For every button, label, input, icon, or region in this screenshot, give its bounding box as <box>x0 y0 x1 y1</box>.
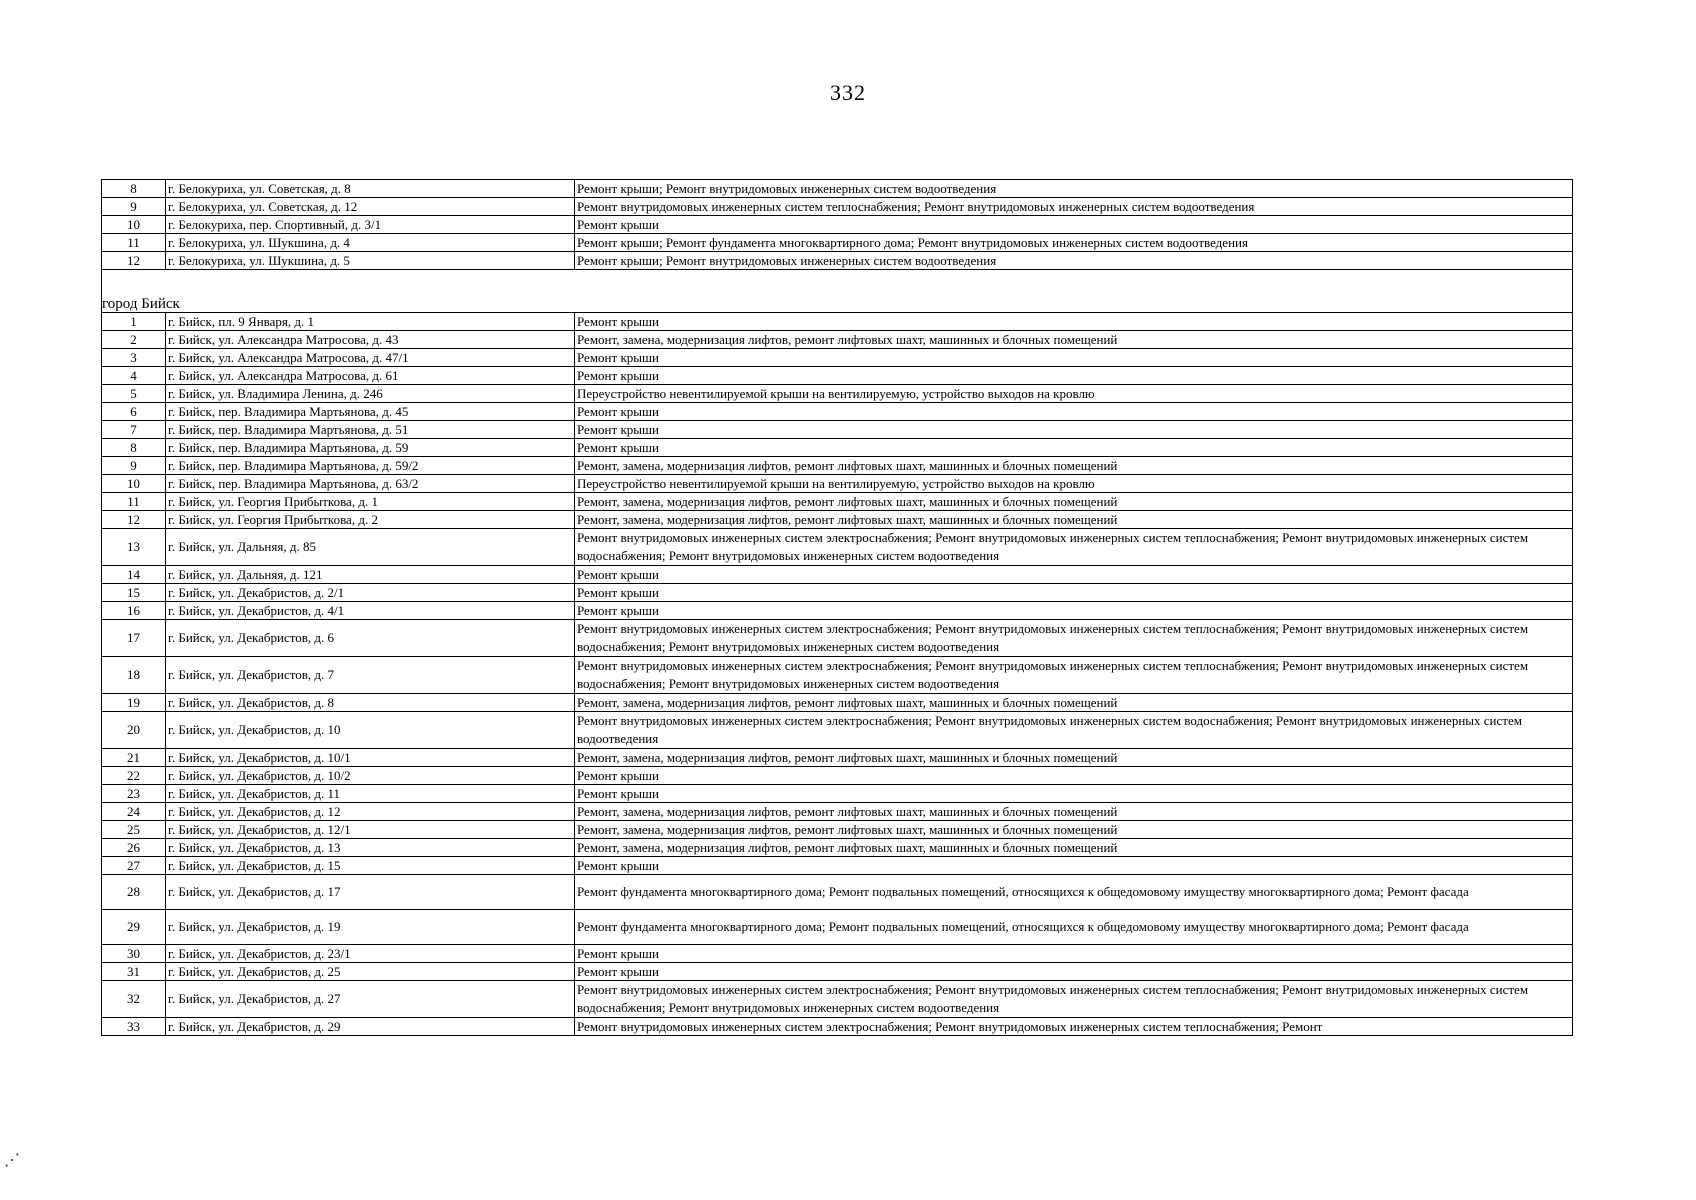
row-work-type: Ремонт фундамента многоквартирного дома; Ремонт подвальных помещений, относящихся к общедомовому имуществу многоквартирного дома; Ремонт фасада <box>575 910 1573 945</box>
row-address: г. Бийск, пер. Владимира Мартьянова, д. 51 <box>166 421 575 439</box>
table-row <box>102 767 1573 785</box>
row-work-type: Ремонт, замена, модернизация лифтов, ремонт лифтовых шахт, машинных и блочных помещений <box>575 493 1573 511</box>
row-address: г. Бийск, ул. Александра Матросова, д. 43 <box>166 331 575 349</box>
row-work-type: Ремонт крыши; Ремонт внутридомовых инженерных систем водоотведения <box>575 252 1573 270</box>
row-number: 3 <box>102 349 166 367</box>
row-work-type: Ремонт, замена, модернизация лифтов, ремонт лифтовых шахт, машинных и блочных помещений <box>575 839 1573 857</box>
row-number: 13 <box>102 529 166 566</box>
table-row <box>102 331 1573 349</box>
row-number: 29 <box>102 910 166 945</box>
row-work-type: Ремонт крыши <box>575 767 1573 785</box>
row-number: 18 <box>102 657 166 694</box>
row-number: 17 <box>102 620 166 657</box>
row-number: 6 <box>102 403 166 421</box>
row-address: г. Бийск, ул. Декабристов, д. 12/1 <box>166 821 575 839</box>
row-number: 23 <box>102 785 166 803</box>
row-address: г. Бийск, ул. Декабристов, д. 27 <box>166 981 575 1018</box>
row-address: г. Бийск, ул. Александра Матросова, д. 61 <box>166 367 575 385</box>
row-number: 16 <box>102 602 166 620</box>
row-number: 12 <box>102 252 166 270</box>
row-work-type: Ремонт внутридомовых инженерных систем теплоснабжения; Ремонт внутридомовых инженерных систем водоотведения <box>575 198 1573 216</box>
row-number: 4 <box>102 367 166 385</box>
row-address: г. Бийск, ул. Декабристов, д. 12 <box>166 803 575 821</box>
table-row <box>102 385 1573 403</box>
row-address: г. Бийск, ул. Георгия Прибыткова, д. 1 <box>166 493 575 511</box>
row-work-type: Ремонт, замена, модернизация лифтов, ремонт лифтовых шахт, машинных и блочных помещений <box>575 803 1573 821</box>
row-work-type: Ремонт внутридомовых инженерных систем электроснабжения; Ремонт внутридомовых инженерных систем водоснабжения; Ремонт внутридомовых инженерных систем водоотведения <box>575 712 1573 749</box>
table-row <box>102 803 1573 821</box>
row-number: 30 <box>102 945 166 963</box>
row-address: г. Бийск, ул. Декабристов, д. 10/2 <box>166 767 575 785</box>
row-work-type: Ремонт крыши <box>575 963 1573 981</box>
row-work-type: Ремонт внутридомовых инженерных систем электроснабжения; Ремонт внутридомовых инженерных систем теплоснабжения; Ремонт внутридомовых инженерных систем водоснабжения; Ремонт внутридомовых инженерных систем водоотведения <box>575 657 1573 694</box>
row-number: 2 <box>102 331 166 349</box>
row-address: г. Бийск, ул. Декабристов, д. 10 <box>166 712 575 749</box>
row-number: 12 <box>102 511 166 529</box>
table-row <box>102 566 1573 584</box>
row-work-type: Ремонт фундамента многоквартирного дома; Ремонт подвальных помещений, относящихся к общедомовому имуществу многоквартирного дома; Ремонт фасада <box>575 875 1573 910</box>
row-work-type: Ремонт крыши <box>575 403 1573 421</box>
table-row <box>102 234 1573 252</box>
row-number: 26 <box>102 839 166 857</box>
table-row <box>102 475 1573 493</box>
row-work-type: Ремонт крыши <box>575 349 1573 367</box>
row-number: 32 <box>102 981 166 1018</box>
row-address: г. Бийск, ул. Декабристов, д. 8 <box>166 694 575 712</box>
row-address: г. Бийск, пл. 9 Января, д. 1 <box>166 313 575 331</box>
row-number: 9 <box>102 457 166 475</box>
table-row <box>102 367 1573 385</box>
row-work-type: Переустройство невентилируемой крыши на вентилируемую, устройство выходов на кровлю <box>575 385 1573 403</box>
table-row <box>102 529 1573 566</box>
row-work-type: Ремонт внутридомовых инженерных систем электроснабжения; Ремонт внутридомовых инженерных систем теплоснабжения; Ремонт внутридомовых инженерных систем водоснабжения; Ремонт внутридомовых инженерных систем водоотведения <box>575 620 1573 657</box>
row-work-type: Ремонт крыши <box>575 313 1573 331</box>
table-row <box>102 945 1573 963</box>
row-address: г. Бийск, ул. Декабристов, д. 15 <box>166 857 575 875</box>
table-row <box>102 839 1573 857</box>
table-row <box>102 602 1573 620</box>
table-body-biysk <box>102 313 1573 1036</box>
row-address: г. Белокуриха, ул. Шукшина, д. 4 <box>166 234 575 252</box>
row-work-type: Ремонт, замена, модернизация лифтов, ремонт лифтовых шахт, машинных и блочных помещений <box>575 821 1573 839</box>
table-body-before <box>102 180 1573 270</box>
row-number: 10 <box>102 475 166 493</box>
row-work-type: Ремонт, замена, модернизация лифтов, ремонт лифтовых шахт, машинных и блочных помещений <box>575 749 1573 767</box>
row-number: 9 <box>102 198 166 216</box>
table-row <box>102 821 1573 839</box>
row-address: г. Бийск, ул. Декабристов, д. 17 <box>166 875 575 910</box>
row-number: 5 <box>102 385 166 403</box>
row-work-type: Ремонт крыши <box>575 857 1573 875</box>
row-number: 24 <box>102 803 166 821</box>
row-number: 7 <box>102 421 166 439</box>
table-row <box>102 785 1573 803</box>
row-number: 22 <box>102 767 166 785</box>
repair-table <box>101 179 1573 1036</box>
table-row <box>102 216 1573 234</box>
row-number: 20 <box>102 712 166 749</box>
table-row <box>102 749 1573 767</box>
row-work-type: Ремонт крыши; Ремонт фундамента многоквартирного дома; Ремонт внутридомовых инженерных систем водоотведения <box>575 234 1573 252</box>
row-address: г. Бийск, ул. Декабристов, д. 4/1 <box>166 602 575 620</box>
row-number: 11 <box>102 234 166 252</box>
row-address: г. Бийск, ул. Декабристов, д. 25 <box>166 963 575 981</box>
row-address: г. Бийск, ул. Декабристов, д. 23/1 <box>166 945 575 963</box>
row-address: г. Бийск, ул. Декабристов, д. 2/1 <box>166 584 575 602</box>
row-address: г. Бийск, пер. Владимира Мартьянова, д. 59/2 <box>166 457 575 475</box>
row-address: г. Бийск, ул. Декабристов, д. 11 <box>166 785 575 803</box>
table-row <box>102 198 1573 216</box>
row-work-type: Ремонт крыши <box>575 439 1573 457</box>
table-row <box>102 981 1573 1018</box>
table-row <box>102 875 1573 910</box>
row-address: г. Белокуриха, ул. Советская, д. 8 <box>166 180 575 198</box>
table-row <box>102 313 1573 331</box>
table-row <box>102 1018 1573 1036</box>
row-number: 33 <box>102 1018 166 1036</box>
table-row <box>102 493 1573 511</box>
table-row <box>102 963 1573 981</box>
row-number: 25 <box>102 821 166 839</box>
row-work-type: Ремонт крыши <box>575 602 1573 620</box>
section-gap <box>102 270 1573 297</box>
row-work-type: Ремонт, замена, модернизация лифтов, ремонт лифтовых шахт, машинных и блочных помещений <box>575 694 1573 712</box>
section-row <box>102 296 1573 313</box>
row-number: 14 <box>102 566 166 584</box>
row-address: г. Бийск, ул. Дальняя, д. 121 <box>166 566 575 584</box>
row-number: 28 <box>102 875 166 910</box>
row-number: 8 <box>102 180 166 198</box>
row-address: г. Бийск, ул. Декабристов, д. 10/1 <box>166 749 575 767</box>
row-address: г. Бийск, ул. Декабристов, д. 13 <box>166 839 575 857</box>
row-address: г. Бийск, пер. Владимира Мартьянова, д. 63/2 <box>166 475 575 493</box>
table-row <box>102 584 1573 602</box>
row-work-type: Ремонт крыши <box>575 584 1573 602</box>
table-row <box>102 910 1573 945</box>
section-header <box>102 270 1573 313</box>
table-row <box>102 252 1573 270</box>
row-work-type: Ремонт внутридомовых инженерных систем электроснабжения; Ремонт внутридомовых инженерных систем теплоснабжения; Ремонт <box>575 1018 1573 1036</box>
row-address: г. Бийск, пер. Владимира Мартьянова, д. 59 <box>166 439 575 457</box>
table-row <box>102 694 1573 712</box>
row-work-type: Ремонт крыши <box>575 785 1573 803</box>
row-work-type: Переустройство невентилируемой крыши на вентилируемую, устройство выходов на кровлю <box>575 475 1573 493</box>
row-work-type: Ремонт крыши <box>575 421 1573 439</box>
row-address: г. Бийск, ул. Александра Матросова, д. 47/1 <box>166 349 575 367</box>
row-work-type: Ремонт крыши <box>575 216 1573 234</box>
row-number: 27 <box>102 857 166 875</box>
row-work-type: Ремонт крыши <box>575 945 1573 963</box>
row-work-type: Ремонт, замена, модернизация лифтов, ремонт лифтовых шахт, машинных и блочных помещений <box>575 511 1573 529</box>
table-row <box>102 712 1573 749</box>
row-number: 19 <box>102 694 166 712</box>
row-address: г. Бийск, ул. Дальняя, д. 85 <box>166 529 575 566</box>
row-address: г. Бийск, ул. Георгия Прибыткова, д. 2 <box>166 511 575 529</box>
table-row <box>102 457 1573 475</box>
table-row <box>102 657 1573 694</box>
row-address: г. Белокуриха, ул. Советская, д. 12 <box>166 198 575 216</box>
row-work-type: Ремонт крыши; Ремонт внутридомовых инженерных систем водоотведения <box>575 180 1573 198</box>
table-row <box>102 421 1573 439</box>
table-row <box>102 349 1573 367</box>
scan-mark: ⋰ <box>4 1152 20 1169</box>
row-number: 8 <box>102 439 166 457</box>
row-number: 21 <box>102 749 166 767</box>
row-number: 11 <box>102 493 166 511</box>
table-row <box>102 511 1573 529</box>
row-number: 15 <box>102 584 166 602</box>
row-number: 31 <box>102 963 166 981</box>
table-row <box>102 403 1573 421</box>
table-row <box>102 857 1573 875</box>
row-work-type: Ремонт, замена, модернизация лифтов, ремонт лифтовых шахт, машинных и блочных помещений <box>575 457 1573 475</box>
table-row <box>102 620 1573 657</box>
row-address: г. Бийск, ул. Владимира Ленина, д. 246 <box>166 385 575 403</box>
row-address: г. Бийск, ул. Декабристов, д. 29 <box>166 1018 575 1036</box>
row-work-type: Ремонт крыши <box>575 566 1573 584</box>
row-work-type: Ремонт внутридомовых инженерных систем электроснабжения; Ремонт внутридомовых инженерных систем теплоснабжения; Ремонт внутридомовых инженерных систем водоснабжения; Ремонт внутридомовых инженерных систем водоотведения <box>575 529 1573 566</box>
row-address: г. Бийск, пер. Владимира Мартьянова, д. 45 <box>166 403 575 421</box>
row-work-type: Ремонт, замена, модернизация лифтов, ремонт лифтовых шахт, машинных и блочных помещений <box>575 331 1573 349</box>
page-number: 332 <box>830 80 866 105</box>
table-row <box>102 439 1573 457</box>
section-title: город Бийск <box>102 296 1573 313</box>
row-address: г. Бийск, ул. Декабристов, д. 19 <box>166 910 575 945</box>
row-work-type: Ремонт внутридомовых инженерных систем электроснабжения; Ремонт внутридомовых инженерных систем теплоснабжения; Ремонт внутридомовых инженерных систем водоснабжения; Ремонт внутридомовых инженерных систем водоотведения <box>575 981 1573 1018</box>
row-address: г. Белокуриха, пер. Спортивный, д. 3/1 <box>166 216 575 234</box>
row-address: г. Бийск, ул. Декабристов, д. 7 <box>166 657 575 694</box>
row-work-type: Ремонт крыши <box>575 367 1573 385</box>
row-number: 1 <box>102 313 166 331</box>
row-address: г. Белокуриха, ул. Шукшина, д. 5 <box>166 252 575 270</box>
table-row <box>102 180 1573 198</box>
row-number: 10 <box>102 216 166 234</box>
row-address: г. Бийск, ул. Декабристов, д. 6 <box>166 620 575 657</box>
